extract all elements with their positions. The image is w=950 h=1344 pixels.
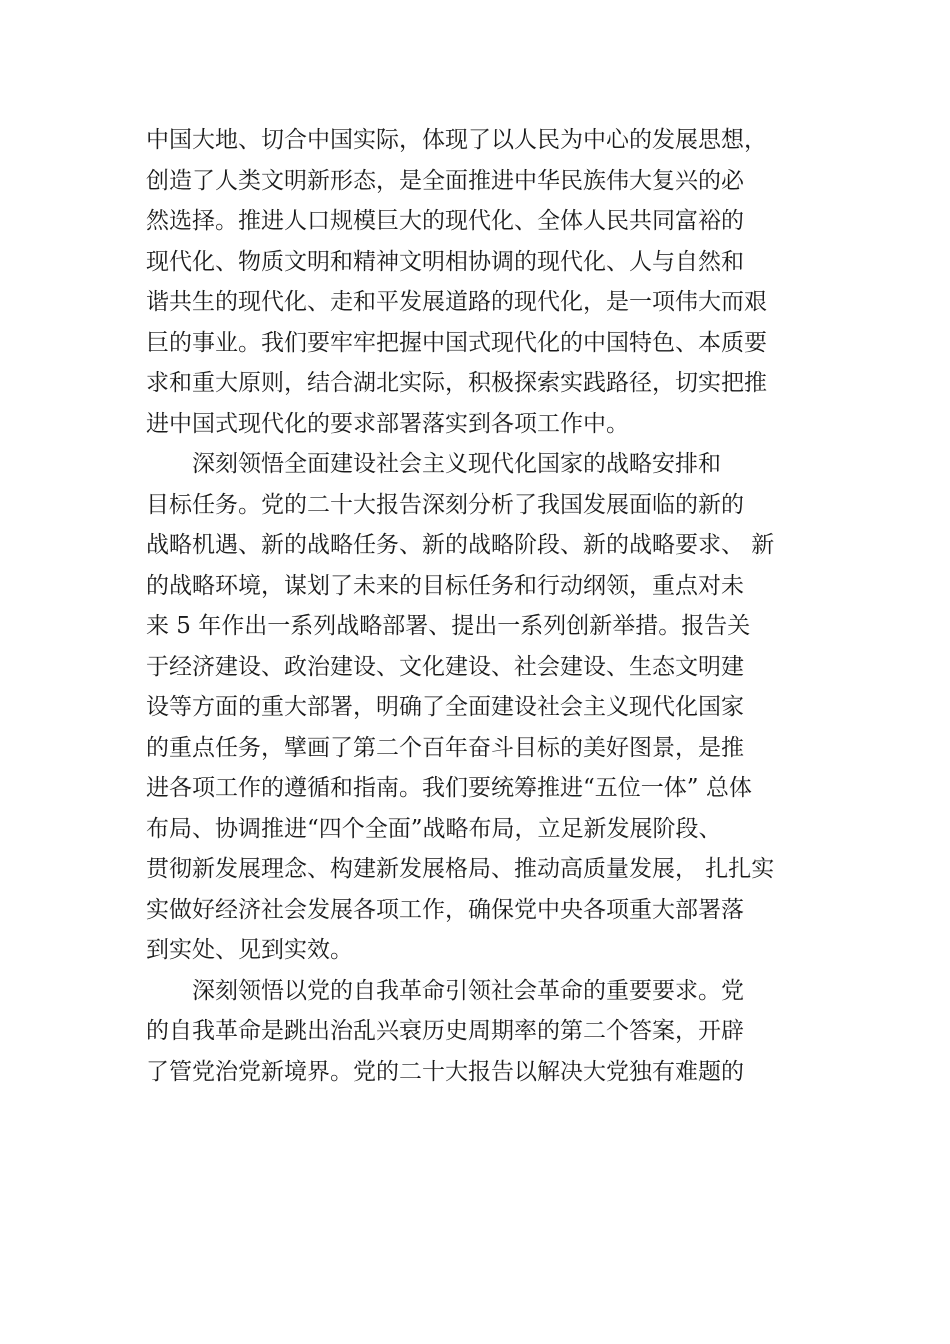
- text-line: 的重点任务，擘画了第二个百年奋斗目标的美好图景，是推: [146, 734, 744, 761]
- text-line: 于经济建设、政治建设、文化建设、社会建设、生态文明建: [146, 653, 744, 680]
- text-line: 巨的事业。我们要牢牢把握中国式现代化的中国特色、本质要: [146, 329, 767, 356]
- text-line: 进中国式现代化的要求部署落实到各项工作中。: [146, 410, 629, 437]
- text-line: 战略机遇、新的战略任务、新的战略阶段、新的战略要求、 新: [146, 532, 775, 558]
- body-text: [146, 120, 826, 1092]
- text-line: 贯彻新发展理念、构建新发展格局、推动高质量发展， 扎扎实: [146, 856, 775, 882]
- text-line: 深刻领悟全面建设社会主义现代化国家的战略安排和: [192, 451, 721, 477]
- paragraph-3: [146, 971, 826, 1093]
- text-line: 设等方面的重大部署，明确了全面建设社会主义现代化国家: [146, 694, 744, 720]
- paragraph-1: [146, 120, 826, 444]
- text-line: 目标任务。党的二十大报告深刻分析了我国发展面临的新的: [146, 491, 744, 518]
- text-line: 的自我革命是跳出治乱兴衰历史周期率的第二个答案，开辟: [146, 1018, 744, 1044]
- paragraph-2: [146, 444, 826, 971]
- text-line: 中国大地、切合中国实际，体现了以人民为中心的发展思想，: [146, 127, 767, 153]
- text-line: 然选择。推进人口规模巨大的现代化、全体人民共同富裕的: [146, 208, 744, 234]
- text-line: 到实处、见到实效。: [146, 937, 353, 963]
- text-line: 布局、协调推进“四个全面”战略布局，立足新发展阶段、: [146, 815, 722, 842]
- text-line: 来 5 年作出一系列战略部署、提出一系列创新举措。报告关: [146, 613, 751, 639]
- text-line: 深刻领悟以党的自我革命引领社会革命的重要要求。党: [192, 977, 744, 1004]
- text-line: 现代化、物质文明和精神文明相协调的现代化、人与自然和: [146, 248, 744, 275]
- text-line: 实做好经济社会发展各项工作，确保党中央各项重大部署落: [146, 896, 744, 923]
- text-line: 进各项工作的遵循和指南。我们要统筹推进“五位一体” 总体: [146, 775, 752, 801]
- text-line: 求和重大原则，结合湖北实际，积极探索实践路径，切实把推: [146, 370, 767, 396]
- text-line: 的战略环境，谋划了未来的目标任务和行动纲领，重点对未: [146, 572, 744, 599]
- text-line: 了管党治党新境界。党的二十大报告以解决大党独有难题的: [146, 1058, 744, 1085]
- text-line: 创造了人类文明新形态，是全面推进中华民族伟大复兴的必: [146, 167, 744, 194]
- text-line: 谐共生的现代化、走和平发展道路的现代化，是一项伟大而艰: [146, 289, 767, 315]
